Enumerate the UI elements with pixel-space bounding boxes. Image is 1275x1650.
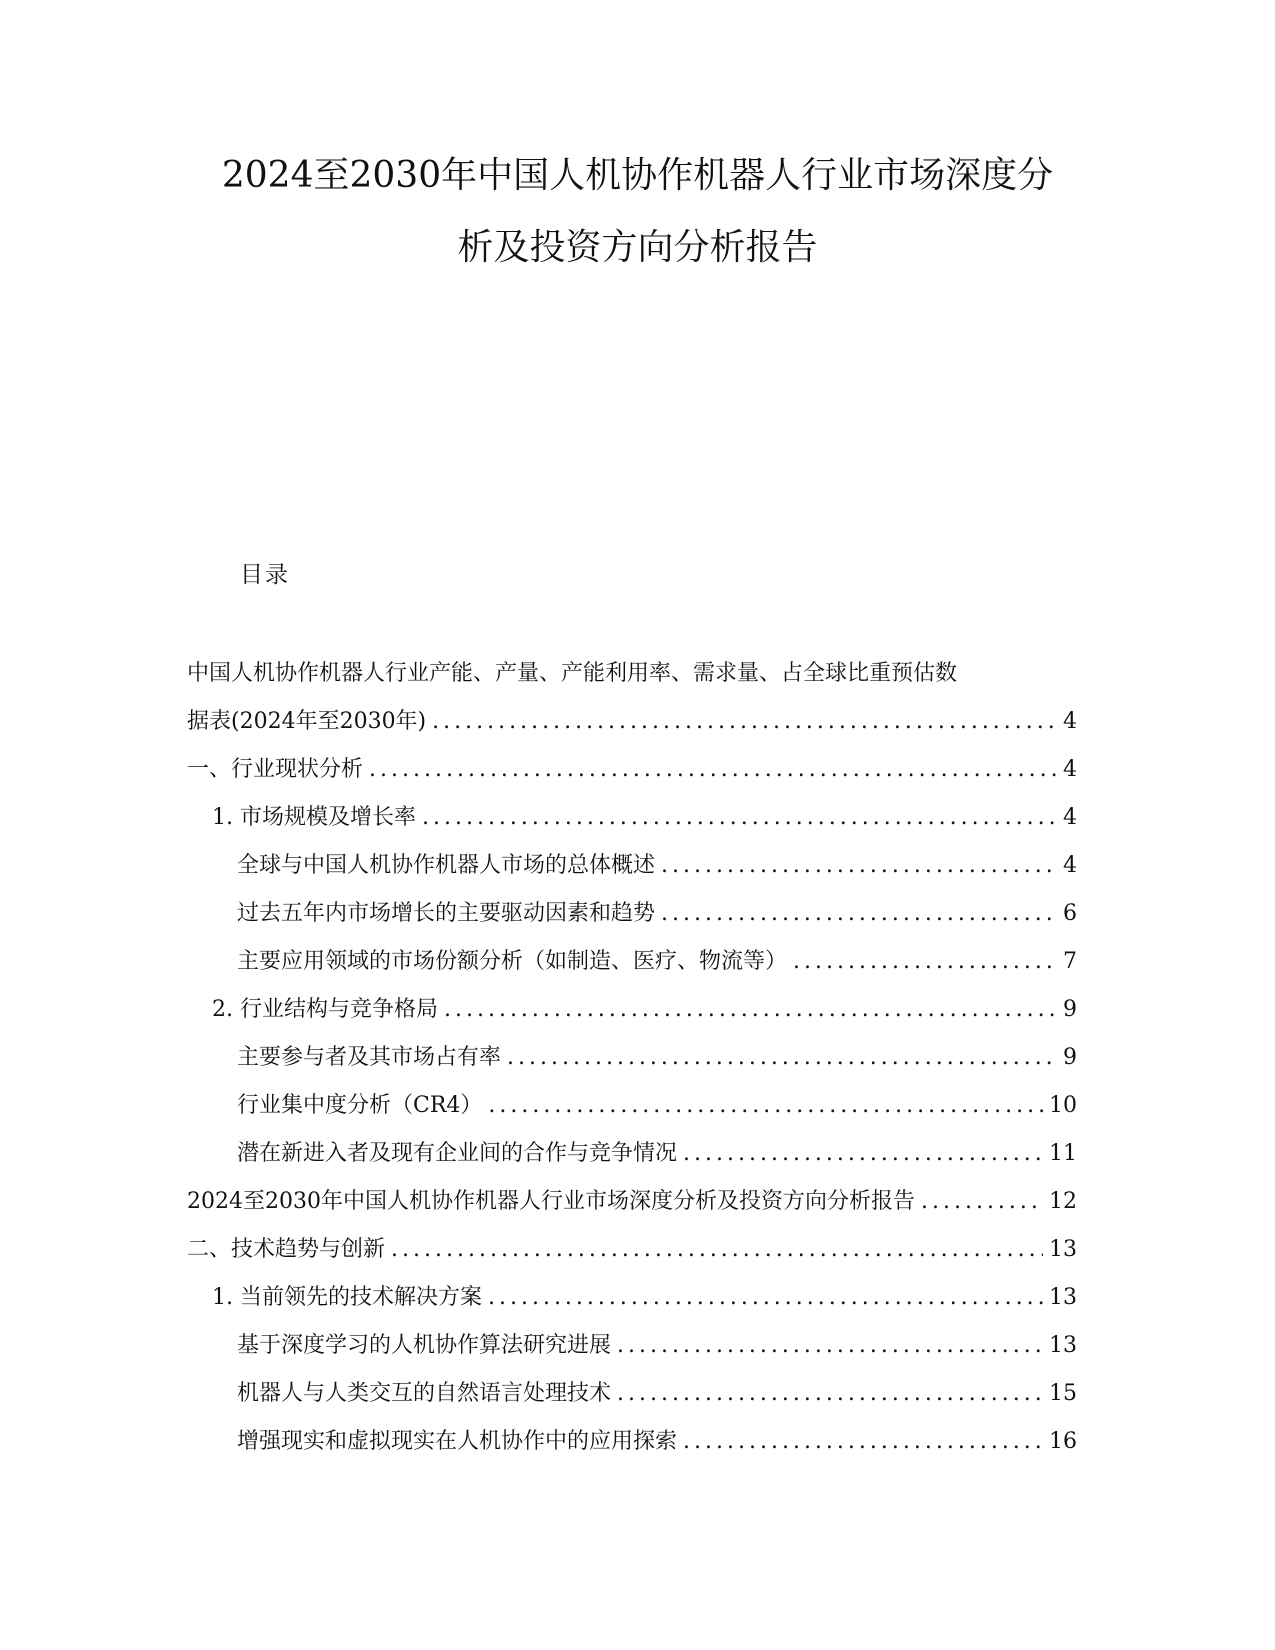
- toc-page-number: 9: [1063, 997, 1077, 1022]
- toc-entry-label: 机器人与人类交互的自然语言处理技术: [237, 1381, 612, 1406]
- toc-page-number: 4: [1063, 805, 1077, 830]
- toc-leader-dots: [444, 986, 1057, 1034]
- toc-leader-dots: [661, 890, 1057, 938]
- toc-page-number: 11: [1049, 1141, 1077, 1166]
- toc-leader-dots: [507, 1034, 1057, 1082]
- toc-entry-label: 1. 市场规模及增长率: [212, 805, 416, 830]
- toc-page-number: 10: [1049, 1093, 1077, 1118]
- toc-entry-label-continuation: 据表(2024年至2030年): [187, 709, 427, 734]
- toc-heading: 目录: [240, 562, 290, 588]
- toc-entry-label: 1. 当前领先的技术解决方案: [212, 1285, 482, 1310]
- document-title: [180, 140, 1095, 284]
- toc-entry[interactable]: [187, 1082, 1077, 1130]
- toc-leader-dots: [488, 1274, 1043, 1322]
- toc-leader-dots: [422, 794, 1057, 842]
- toc-entry[interactable]: [187, 746, 1077, 794]
- toc-leader-dots: [921, 1178, 1043, 1226]
- toc-page-number: 4: [1063, 709, 1077, 734]
- toc-entry-label: 过去五年内市场增长的主要驱动因素和趋势: [237, 901, 656, 926]
- toc-entry-label: 一、行业现状分析: [187, 757, 364, 782]
- toc-entry[interactable]: [187, 1034, 1077, 1082]
- toc-page-number: 13: [1049, 1237, 1077, 1262]
- toc-leader-dots: [391, 1226, 1043, 1274]
- toc-entry-label: 基于深度学习的人机协作算法研究进展: [237, 1333, 612, 1358]
- toc-entry-label: 2024至2030年中国人机协作机器人行业市场深度分析及投资方向分析报告: [187, 1189, 915, 1214]
- toc-entry-label: 增强现实和虚拟现实在人机协作中的应用探索: [237, 1429, 678, 1454]
- toc-leader-dots: [793, 938, 1057, 986]
- toc-entry[interactable]: [187, 1418, 1077, 1466]
- toc-leader-dots: [369, 746, 1057, 794]
- toc-entry[interactable]: [187, 794, 1077, 842]
- toc-leader-dots: [683, 1130, 1043, 1178]
- toc-leader-dots: [617, 1322, 1043, 1370]
- table-of-contents: [187, 650, 1077, 1466]
- toc-leader-dots: [488, 1082, 1043, 1130]
- toc-entry-label: 中国人机协作机器人行业产能、产量、产能利用率、需求量、占全球比重预估数: [187, 661, 958, 686]
- toc-page-number: 7: [1063, 949, 1077, 974]
- toc-entry[interactable]: [187, 890, 1077, 938]
- toc-entry-label: 全球与中国人机协作机器人市场的总体概述: [237, 853, 656, 878]
- toc-entry[interactable]: [187, 1370, 1077, 1418]
- toc-page-number: 13: [1049, 1285, 1077, 1310]
- toc-entry[interactable]: [187, 1178, 1077, 1226]
- toc-entry[interactable]: [187, 986, 1077, 1034]
- toc-entry-label: 行业集中度分析（CR4）: [237, 1093, 483, 1118]
- toc-entry[interactable]: [187, 938, 1077, 986]
- toc-page-number: 4: [1063, 853, 1077, 878]
- toc-entry[interactable]: [187, 1130, 1077, 1178]
- toc-entry[interactable]: [187, 842, 1077, 890]
- toc-page-number: 16: [1049, 1429, 1077, 1454]
- toc-page-number: 13: [1049, 1333, 1077, 1358]
- toc-page-number: 12: [1049, 1189, 1077, 1214]
- toc-entry[interactable]: [187, 1274, 1077, 1322]
- toc-entry[interactable]: [187, 1322, 1077, 1370]
- title-line-1: 2024至2030年中国人机协作机器人行业市场深度分: [221, 155, 1054, 196]
- toc-entry-label: 主要应用领域的市场份额分析（如制造、医疗、物流等）: [237, 949, 788, 974]
- toc-page-number: 6: [1063, 901, 1077, 926]
- toc-entry[interactable]: [187, 1226, 1077, 1274]
- toc-entry-label: 2. 行业结构与竞争格局: [212, 997, 438, 1022]
- toc-page-number: 4: [1063, 757, 1077, 782]
- toc-entry-label: 潜在新进入者及现有企业间的合作与竞争情况: [237, 1141, 678, 1166]
- toc-leader-dots: [683, 1418, 1043, 1466]
- title-line-2: 析及投资方向分析报告: [457, 227, 818, 268]
- toc-page-number: 9: [1063, 1045, 1077, 1070]
- toc-leader-dots: [661, 842, 1057, 890]
- toc-leader-dots: [617, 1370, 1043, 1418]
- toc-entry-label: 二、技术趋势与创新: [187, 1237, 386, 1262]
- toc-page-number: 15: [1049, 1381, 1077, 1406]
- toc-entry-label: 主要参与者及其市场占有率: [237, 1045, 502, 1070]
- toc-leader-dots: [432, 698, 1057, 746]
- toc-entry[interactable]: [187, 650, 1077, 746]
